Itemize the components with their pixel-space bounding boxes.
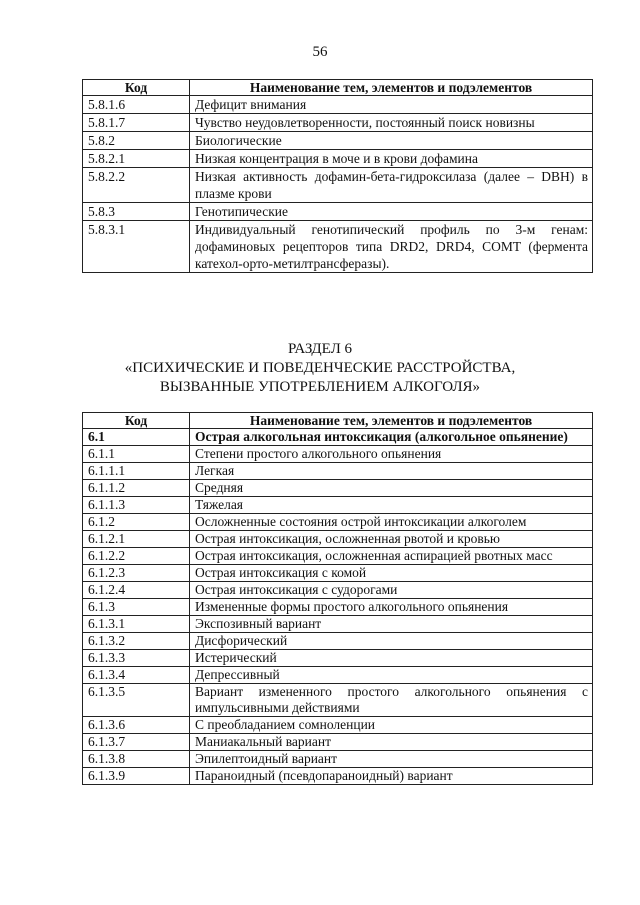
table-row <box>83 96 593 114</box>
table-row <box>83 446 593 463</box>
table-row <box>83 684 593 717</box>
row-code: 5.8.3.1 <box>83 221 190 273</box>
table-header-row <box>83 413 593 429</box>
row-name: Эпилептоидный вариант <box>190 751 593 768</box>
table-row <box>83 497 593 514</box>
table-row <box>83 132 593 150</box>
topics-table-section-6 <box>82 412 593 785</box>
row-code: 6.1.3.2 <box>83 633 190 650</box>
row-code: 6.1.3.6 <box>83 717 190 734</box>
column-header-name: Наименование тем, элементов и подэлементов <box>190 80 593 96</box>
row-code: 6.1.3 <box>83 599 190 616</box>
row-code: 6.1.1.1 <box>83 463 190 480</box>
row-name: Осложненные состояния острой интоксикации алкоголем <box>190 514 593 531</box>
row-code: 5.8.1.7 <box>83 114 190 132</box>
row-code: 5.8.1.6 <box>83 96 190 114</box>
row-name: Дефицит внимания <box>190 96 593 114</box>
table-row <box>83 531 593 548</box>
table-row <box>83 150 593 168</box>
row-name: Индивидуальный генотипический профиль по 3-м генам: дофаминовых рецепторов типа DRD2, DRD4, COMT (фермента катехол-орто-метилтрансферазы). <box>190 221 593 273</box>
table-row <box>83 667 593 684</box>
table-header-row <box>83 80 593 96</box>
row-code: 6.1.1 <box>83 446 190 463</box>
table-row <box>83 616 593 633</box>
row-name: Низкая активность дофамин-бета-гидроксилаза (далее – DBH) в плазме крови <box>190 168 593 203</box>
row-code: 6.1.3.5 <box>83 684 190 717</box>
table-row <box>83 582 593 599</box>
table-row <box>83 717 593 734</box>
table-row <box>83 768 593 785</box>
table-row <box>83 114 593 132</box>
table-row <box>83 168 593 203</box>
row-name: Чувство неудовлетворенности, постоянный поиск новизны <box>190 114 593 132</box>
row-name: Тяжелая <box>190 497 593 514</box>
row-name: Депрессивный <box>190 667 593 684</box>
table-row-topic <box>83 429 593 446</box>
column-header-code: Код <box>83 413 190 429</box>
table-row <box>83 599 593 616</box>
row-name: Вариант измененного простого алкогольного опьянения с импульсивными действиями <box>190 684 593 717</box>
section-heading <box>0 340 640 397</box>
row-code: 6.1.1.2 <box>83 480 190 497</box>
page-number: 56 <box>312 44 328 60</box>
column-header-code: Код <box>83 80 190 96</box>
row-code: 6.1.3.8 <box>83 751 190 768</box>
row-code: 5.8.2.2 <box>83 168 190 203</box>
table-row <box>83 203 593 221</box>
table-row <box>83 565 593 582</box>
row-code: 5.8.3 <box>83 203 190 221</box>
column-header-name: Наименование тем, элементов и подэлементов <box>190 413 593 429</box>
row-name: Острая интоксикация, осложненная аспирацией рвотных масс <box>190 548 593 565</box>
row-name: Истерический <box>190 650 593 667</box>
row-code: 6.1.3.4 <box>83 667 190 684</box>
row-code: 6.1 <box>83 429 190 446</box>
table-row <box>83 751 593 768</box>
row-name: Дисфорический <box>190 633 593 650</box>
row-name: Легкая <box>190 463 593 480</box>
row-code: 6.1.3.3 <box>83 650 190 667</box>
section-number: РАЗДЕЛ 6 <box>287 341 353 357</box>
row-code: 6.1.1.3 <box>83 497 190 514</box>
row-name: Острая алкогольная интоксикация (алкогольное опьянение) <box>190 429 593 446</box>
row-code: 6.1.2.3 <box>83 565 190 582</box>
row-name: Острая интоксикация, осложненная рвотой и кровью <box>190 531 593 548</box>
row-code: 6.1.3.7 <box>83 734 190 751</box>
table-row <box>83 514 593 531</box>
row-code: 6.1.2.4 <box>83 582 190 599</box>
row-name: Маниакальный вариант <box>190 734 593 751</box>
row-code: 6.1.2.1 <box>83 531 190 548</box>
row-code: 6.1.2.2 <box>83 548 190 565</box>
row-code: 6.1.3.9 <box>83 768 190 785</box>
table-row <box>83 734 593 751</box>
row-code: 6.1.3.1 <box>83 616 190 633</box>
table-row <box>83 548 593 565</box>
row-name: Экспозивный вариант <box>190 616 593 633</box>
topics-table-continued <box>82 79 593 273</box>
table-row <box>83 221 593 273</box>
row-name: Низкая концентрация в моче и в крови дофамина <box>190 150 593 168</box>
table-row <box>83 633 593 650</box>
row-code: 5.8.2.1 <box>83 150 190 168</box>
row-name: Измененные формы простого алкогольного опьянения <box>190 599 593 616</box>
table-row <box>83 480 593 497</box>
row-name: Параноидный (псевдопараноидный) вариант <box>190 768 593 785</box>
row-name: Острая интоксикация с комой <box>190 565 593 582</box>
row-code: 5.8.2 <box>83 132 190 150</box>
row-name: С преобладанием сомноленции <box>190 717 593 734</box>
row-name: Острая интоксикация с судорогами <box>190 582 593 599</box>
row-name: Степени простого алкогольного опьянения <box>190 446 593 463</box>
row-name: Средняя <box>190 480 593 497</box>
table-row <box>83 650 593 667</box>
table-row <box>83 463 593 480</box>
row-name: Биологические <box>190 132 593 150</box>
section-title-line-2: ВЫЗВАННЫЕ УПОТРЕБЛЕНИЕМ АЛКОГОЛЯ» <box>159 379 481 395</box>
row-code: 6.1.2 <box>83 514 190 531</box>
section-title-line-1: «ПСИХИЧЕСКИЕ И ПОВЕДЕНЧЕСКИЕ РАССТРОЙСТВА, <box>124 360 516 376</box>
row-name: Генотипические <box>190 203 593 221</box>
